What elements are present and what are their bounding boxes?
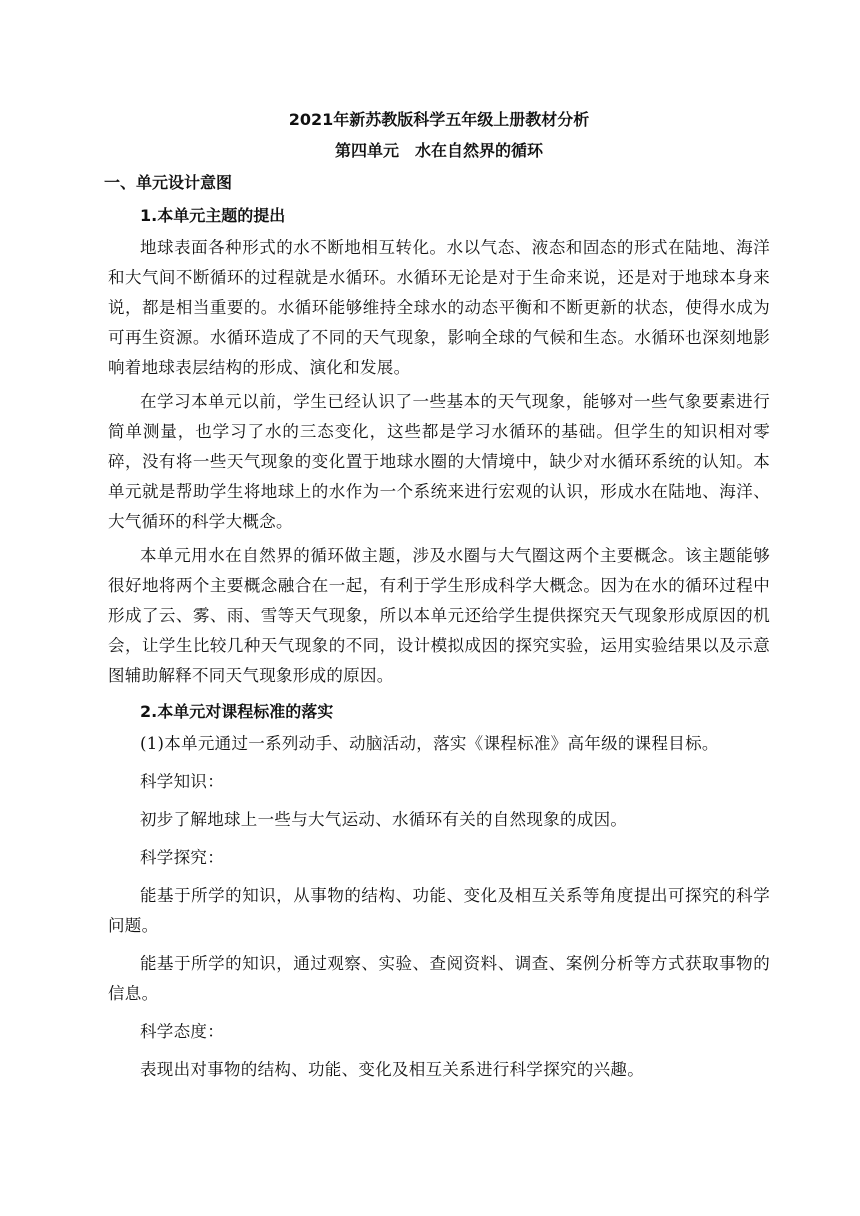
knowledge-label: 科学知识： xyxy=(140,772,224,791)
inquiry-text: 能基于所学的知识，通过观察、实验、查阅资料、调查、案例分析等方式获取事物的信息。 xyxy=(108,954,770,1003)
section-heading: 一、单元设计意图 xyxy=(104,173,233,192)
paragraph: 在学习本单元以前，学生已经认识了一些基本的天气现象，能够对一些气象要素进行简单测量，也学习了水的三态变化，这些都是学习水循环的基础。但学生的知识相对零碎，没有将一些天气现象的变化置于地球水圈的大情境中，缺少对水循环系统的认知。本单元就是帮助学生将地球上的水作为一个系统来进行宏观的认识，形成水在陆地、海洋、大气循环的科学大概念。 xyxy=(108,392,770,531)
document-title: 2021年新苏教版科学五年级上册教材分析 xyxy=(288,110,590,129)
paragraph: 本单元用水在自然界的循环做主题，涉及水圈与大气圈这两个主要概念。该主题能够很好地将两个主要概念融合在一起，有利于学生形成科学大概念。因为在水的循环过程中形成了云、雾、雨、雪等天气现象，所以本单元还给学生提供探究天气现象形成原因的机会，让学生比较几种天气现象的不同，设计模拟成因的探究实验，运用实验结果以及示意图辅助解释不同天气现象形成的原因。 xyxy=(108,546,770,685)
standards-intro: (1)本单元通过一系列动手、动脑活动，落实《课程标准》高年级的课程目标。 xyxy=(140,734,719,753)
inquiry-label: 科学探究： xyxy=(140,848,224,867)
knowledge-text: 初步了解地球上一些与大气运动、水循环有关的自然现象的成因。 xyxy=(140,810,628,829)
paragraph: 地球表面各种形式的水不断地相互转化。水以气态、液态和固态的形式在陆地、海洋和大气间不断循环的过程就是水循环。水循环无论是对于生命来说，还是对于地球本身来说，都是相当重要的。水循环能够维持全球水的动态平衡和不断更新的状态，使得水成为可再生资源。水循环造成了不同的天气现象，影响全球的气候和生态。水循环也深刻地影响着地球表层结构的形成、演化和发展。 xyxy=(108,238,770,377)
document-page xyxy=(104,104,770,1093)
sub-heading-topic: 1.本单元主题的提出 xyxy=(140,206,286,225)
attitude-text: 表现出对事物的结构、功能、变化及相互关系进行科学探究的兴趣。 xyxy=(140,1060,644,1079)
sub-heading-standards: 2.本单元对课程标准的落实 xyxy=(140,702,334,721)
inquiry-text: 能基于所学的知识，从事物的结构、功能、变化及相互关系等角度提出可探究的科学问题。 xyxy=(108,886,770,935)
attitude-label: 科学态度： xyxy=(140,1022,224,1041)
unit-title: 第四单元 水在自然界的循环 xyxy=(334,141,543,160)
